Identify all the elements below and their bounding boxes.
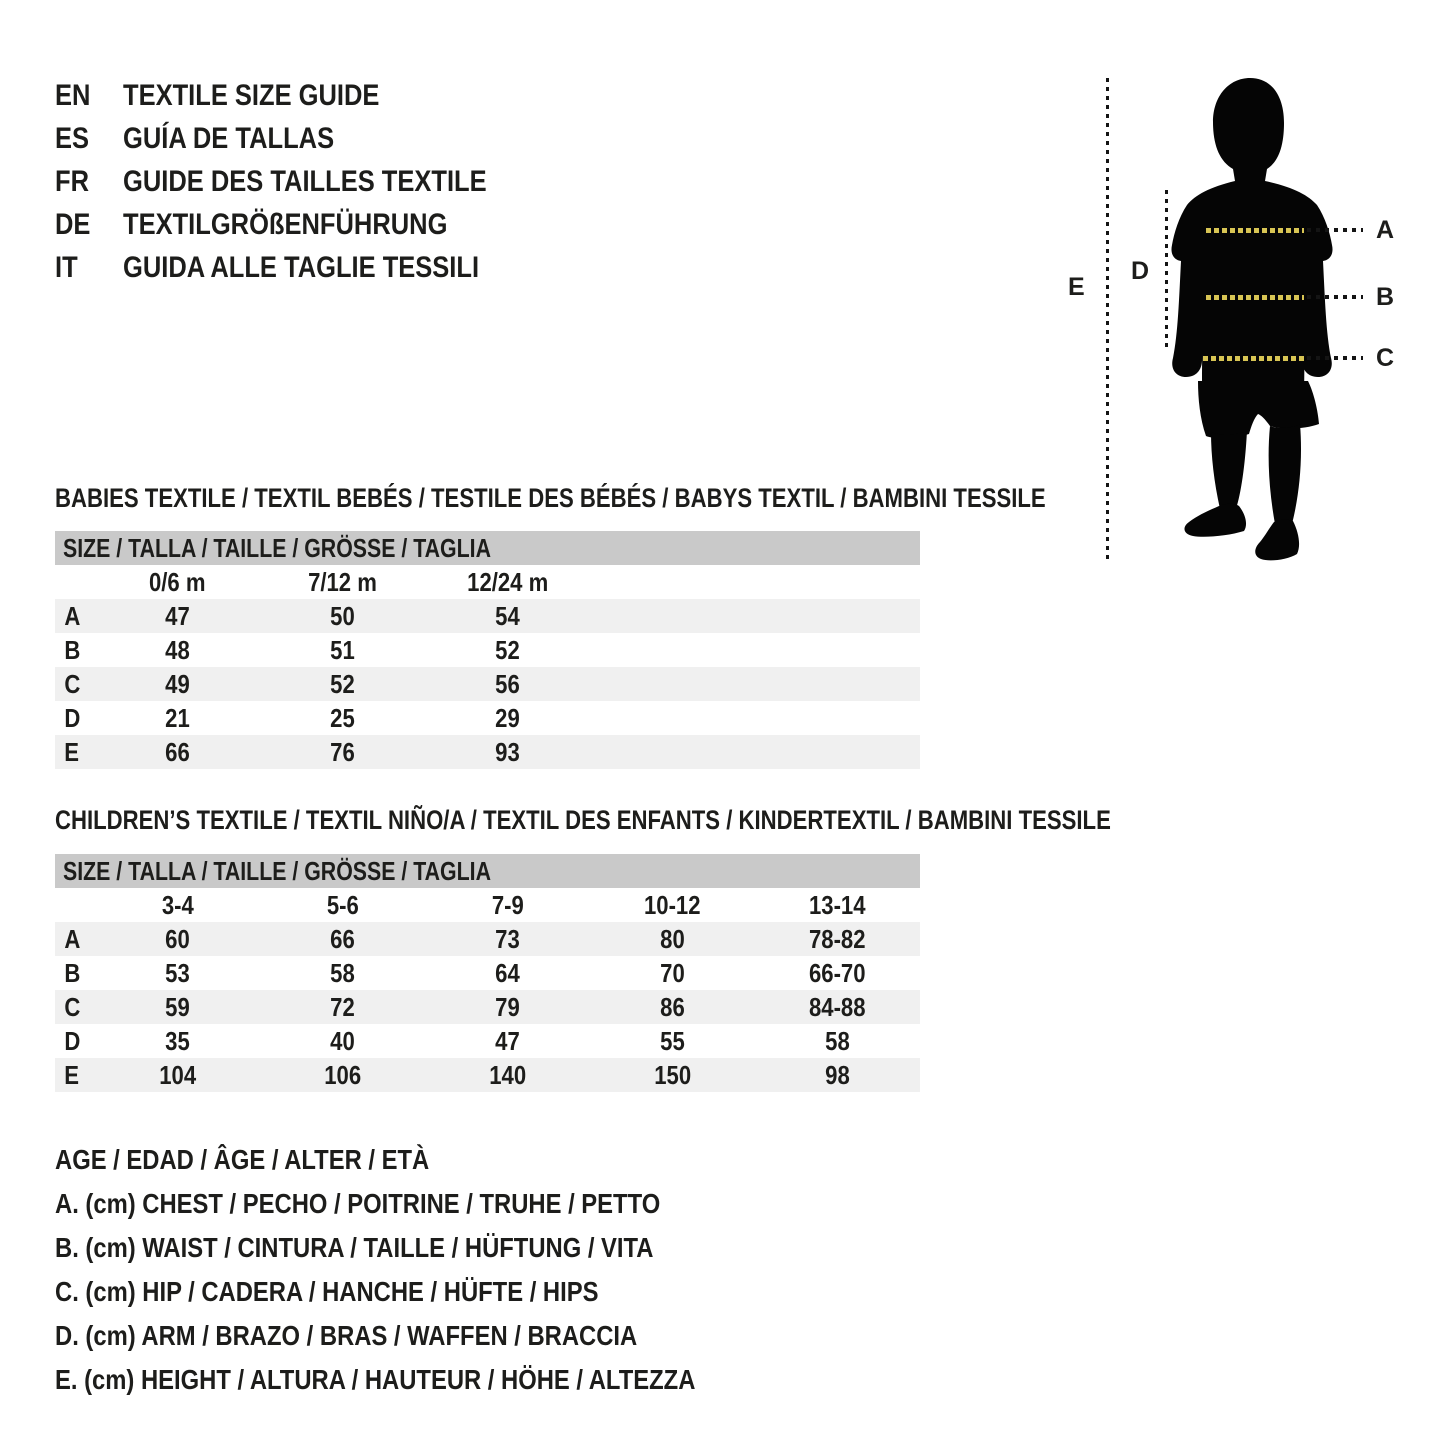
language-title-row [55,74,551,117]
table-row [55,633,920,667]
table-row [55,701,920,735]
value-cell [260,956,425,990]
row-label [55,1024,95,1058]
language-title [123,160,551,203]
legend-line [55,1270,808,1314]
value-cell-text: 140 [489,1060,526,1090]
value-cell-text: 47 [165,601,190,631]
language-title [123,117,371,160]
legend-line-text: B. (cm) WAIST / CINTURA / TAILLE / HÜFTUNG / VITA [55,1232,654,1263]
value-cell-text: 78-82 [809,924,866,954]
waist-measure-dash-B [1206,295,1304,300]
value-cell-text: 55 [660,1026,685,1056]
row-label [55,599,95,633]
value-cell [590,922,755,956]
column-header-text: 3-4 [161,890,194,920]
value-cell-text: 66 [165,737,190,767]
value-cell [260,990,425,1024]
value-cell [260,1024,425,1058]
column-header [755,888,920,922]
value-cell-text: 35 [165,1026,190,1056]
row-label [55,956,95,990]
value-cell-text: 64 [495,958,520,988]
row-label-text: E [64,1060,80,1090]
language-code-text: ES [55,122,90,155]
language-code-text: DE [55,208,91,241]
value-cell [590,1024,755,1058]
language-code [55,246,123,289]
figure-label-A: A [1376,216,1395,244]
value-cell [425,956,590,990]
value-cell [425,701,590,735]
legend-line-text: C. (cm) HIP / CADERA / HANCHE / HÜFTE / HIPS [55,1276,599,1307]
row-label-text: B [64,958,81,988]
column-header [590,888,755,922]
value-cell [260,633,425,667]
waist-measure-dots-B [1307,295,1363,299]
value-cell [425,599,590,633]
language-title-row [55,117,551,160]
language-title-list [55,74,551,289]
value-cell-text: 47 [495,1026,520,1056]
language-title-text: GUÍA DE TALLAS [123,122,335,155]
value-cell-text: 40 [330,1026,355,1056]
row-label-text: B [64,635,81,665]
value-cell-text: 52 [495,635,520,665]
column-header-text: 5-6 [326,890,359,920]
column-header-text: 7/12 m [308,567,377,597]
table-row [55,922,920,956]
value-cell [260,922,425,956]
legend-line [55,1226,808,1270]
figure-label-E: E [1068,273,1085,301]
babies-size-table [55,531,920,769]
column-header [425,888,590,922]
value-cell-text: 80 [660,924,685,954]
column-header [95,565,260,599]
legend-line [55,1314,808,1358]
language-title-row [55,160,551,203]
legend-line-text: D. (cm) ARM / BRAZO / BRAS / WAFFEN / BRACCIA [55,1320,638,1351]
figure-label-D: D [1131,257,1150,285]
value-cell-text: 60 [165,924,190,954]
row-label [55,735,95,769]
value-cell [590,1058,755,1092]
row-label-text: E [64,737,80,767]
value-cell-text: 29 [495,703,520,733]
table-row [55,956,920,990]
value-cell-text: 66 [330,924,355,954]
column-header-row [55,565,920,599]
value-cell [425,1024,590,1058]
children-section-title [55,803,1343,837]
value-cell [95,735,260,769]
value-cell [755,956,920,990]
legend-line [55,1358,808,1402]
language-title-row [55,246,551,289]
chest-measure-dash-A [1206,228,1304,233]
table-row [55,990,920,1024]
column-header [425,565,590,599]
value-cell [95,922,260,956]
legend-line-text: E. (cm) HEIGHT / ALTURA / HAUTEUR / HÖHE / ALTEZZA [55,1364,696,1395]
value-cell-text: 25 [330,703,355,733]
value-cell-text: 76 [330,737,355,767]
value-cell [260,599,425,633]
value-cell [260,701,425,735]
value-cell-text: 58 [330,958,355,988]
legend-line [55,1182,808,1226]
row-label-text: A [64,924,81,954]
legend-line-text: AGE / EDAD / ÂGE / ALTER / ETÀ [55,1144,430,1175]
row-label [55,633,95,667]
value-cell [95,1058,260,1092]
row-label [55,922,95,956]
babies-section-title [55,481,1263,515]
language-title-text: TEXTILE SIZE GUIDE [123,79,380,112]
table-row [55,735,920,769]
value-cell-text: 54 [495,601,520,631]
value-cell-text: 84-88 [809,992,866,1022]
row-label-text: C [64,992,81,1022]
row-label [55,667,95,701]
column-header-text: 7-9 [491,890,524,920]
value-cell [260,1058,425,1092]
language-title-text: GUIDE DES TAILLES TEXTILE [123,165,487,198]
language-title [123,246,542,289]
value-cell-text: 150 [654,1060,691,1090]
row-label-text: D [64,703,81,733]
row-label [55,990,95,1024]
language-title [123,203,505,246]
column-header [260,888,425,922]
value-cell [95,956,260,990]
column-header-row [55,888,920,922]
language-code [55,160,123,203]
row-label-text: D [64,1026,81,1056]
hip-measure-dots-C [1307,356,1363,360]
column-header-text: 0/6 m [149,567,206,597]
legend-line [55,1138,808,1182]
value-cell [95,633,260,667]
value-cell-text: 70 [660,958,685,988]
value-cell-text: 50 [330,601,355,631]
value-cell [425,667,590,701]
value-cell [755,1058,920,1092]
value-cell [425,1058,590,1092]
legend-line-text: A. (cm) CHEST / PECHO / POITRINE / TRUHE / PETTO [55,1188,661,1219]
row-label-text: A [64,601,81,631]
column-header-text: 10-12 [644,890,701,920]
measurement-legend [55,1138,808,1402]
language-title-text: TEXTILGRÖßENFÜHRUNG [123,208,448,241]
value-cell [260,735,425,769]
value-cell-text: 21 [165,703,190,733]
table-row [55,667,920,701]
value-cell [95,990,260,1024]
value-cell-text: 51 [330,635,355,665]
language-title-text: GUIDA ALLE TAGLIE TESSILI [123,251,480,284]
value-cell-text: 93 [495,737,520,767]
value-cell [95,1024,260,1058]
row-label [55,1058,95,1092]
value-cell [425,990,590,1024]
language-code-text: IT [55,251,78,284]
value-cell [755,990,920,1024]
value-cell [755,1024,920,1058]
table-row [55,1024,920,1058]
language-title-row [55,203,551,246]
corner-cell [55,565,95,599]
value-cell-text: 73 [495,924,520,954]
value-cell-text: 49 [165,669,190,699]
value-cell-text: 48 [165,635,190,665]
hip-measure-dash-C [1203,356,1304,361]
value-cell-text: 66-70 [809,958,866,988]
value-cell [260,667,425,701]
value-cell-text: 58 [825,1026,850,1056]
value-cell [590,956,755,990]
children-size-header-text: SIZE / TALLA / TAILLE / GRÖSSE / TAGLIA [63,856,491,886]
language-code-text: FR [55,165,89,198]
babies-section-title-text: BABIES TEXTILE / TEXTIL BEBÉS / TESTILE DES BÉBÉS / BABYS TEXTIL / BAMBINI TESSILE [55,483,1046,513]
value-cell [95,701,260,735]
value-cell-text: 72 [330,992,355,1022]
value-cell-text: 106 [324,1060,361,1090]
row-label [55,701,95,735]
value-cell-text: 98 [825,1060,850,1090]
column-header [95,888,260,922]
value-cell [755,922,920,956]
value-cell-text: 79 [495,992,520,1022]
babies-size-header-text: SIZE / TALLA / TAILLE / GRÖSSE / TAGLIA [63,533,491,563]
value-cell-text: 52 [330,669,355,699]
language-code [55,117,123,160]
value-cell [95,599,260,633]
children-size-table [55,854,920,1092]
children-section-title-text: CHILDREN’S TEXTILE / TEXTIL NIÑO/A / TEXTIL DES ENFANTS / KINDERTEXTIL / BAMBINI TESSILE [55,805,1111,835]
table-row [55,1058,920,1092]
corner-cell [55,888,95,922]
language-code-text: EN [55,79,91,112]
children-size-header-band [55,854,920,888]
figure-label-C: C [1376,344,1395,372]
chest-measure-dots-A [1307,228,1363,232]
value-cell [425,633,590,667]
value-cell [425,922,590,956]
table-row [55,599,920,633]
figure-label-B: B [1376,283,1395,311]
language-code [55,203,123,246]
value-cell-text: 59 [165,992,190,1022]
value-cell [95,667,260,701]
column-header [260,565,425,599]
value-cell-text: 56 [495,669,520,699]
value-cell-text: 104 [159,1060,196,1090]
value-cell [590,990,755,1024]
column-header-text: 12/24 m [466,567,549,597]
column-header-text: 13-14 [809,890,866,920]
language-code [55,74,123,117]
value-cell-text: 86 [660,992,685,1022]
value-cell [425,735,590,769]
babies-size-header-band [55,531,920,565]
value-cell-text: 53 [165,958,190,988]
row-label-text: C [64,669,81,699]
language-title [123,74,425,117]
